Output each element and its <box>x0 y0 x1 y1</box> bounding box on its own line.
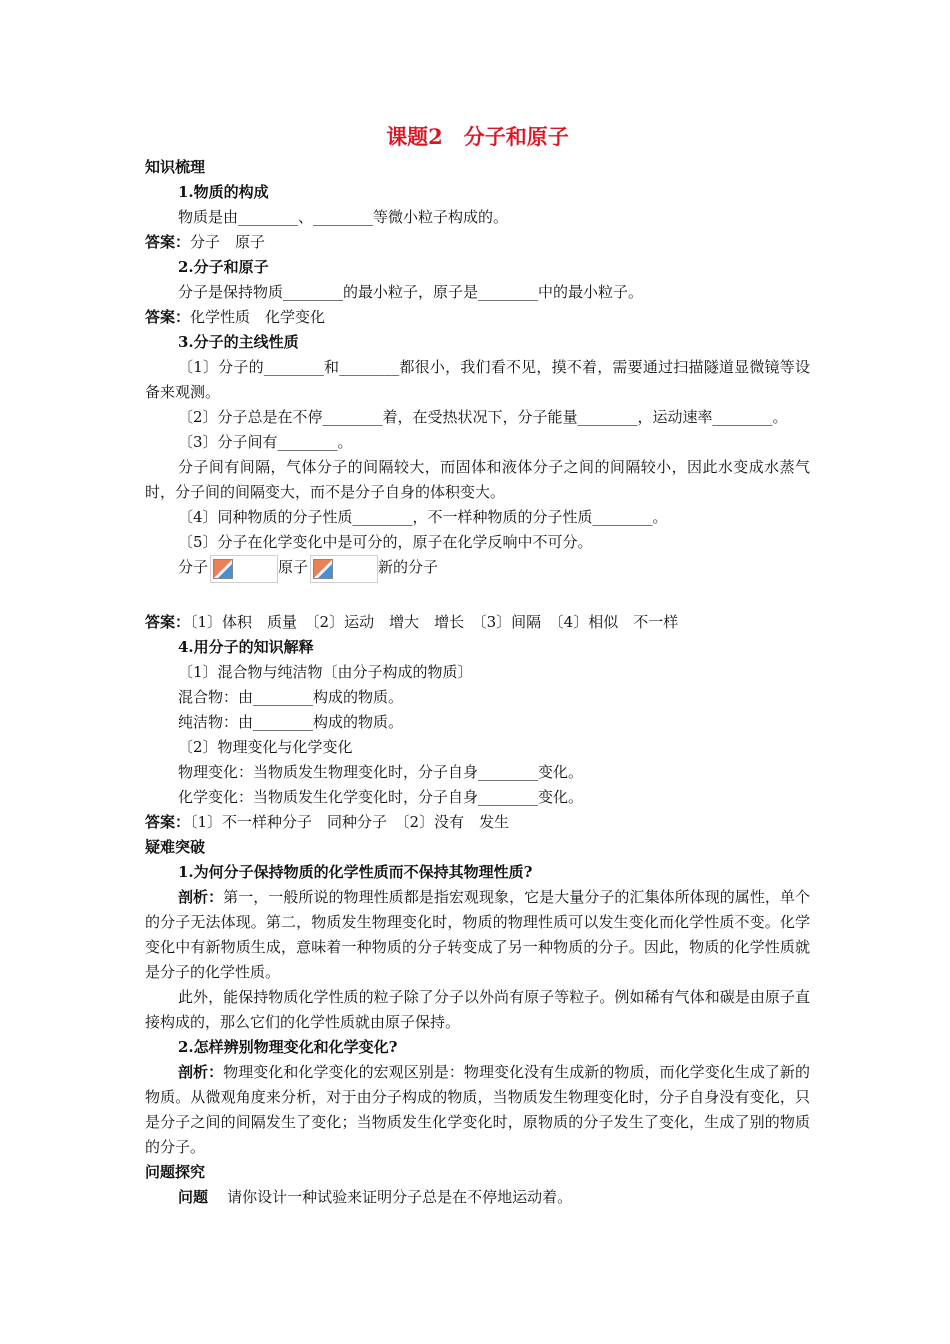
answer-text: 化学性质 化学变化 <box>190 308 326 326</box>
item-text-1: 物质是由________、________等微小粒子构成的。 <box>178 208 509 226</box>
flow-label-new-molecule: 新的分子 <box>378 558 439 576</box>
item-3-para-6: 〔5〕分子在化学变化中是可分的，原子在化学反响中不可分。 <box>178 533 593 551</box>
item-title-1: 1.物质的构成 <box>178 183 269 201</box>
answer-text: 分子 原子 <box>190 233 266 251</box>
page-title: 课题2 分子和原子 <box>386 124 569 149</box>
item-4-line-4: 〔2〕物理变化与化学变化 <box>178 738 353 756</box>
item-3-para-5: 〔4〕同种物质的分子性质________，不一样种物质的分子性质________。 <box>178 508 668 526</box>
difficulty-analysis-1-extra: 此外，能保持物质化学性质的粒子除了分子以外尚有原子等粒子。例如稀有气体和碳是由原子直接构成的，那么它们的化学性质就由原子保持。 <box>145 988 810 1031</box>
difficulty-analysis-1 <box>145 885 810 985</box>
answer-label: 答案： <box>145 813 191 831</box>
answer-1 <box>145 230 810 255</box>
answer-label: 答案： <box>145 233 191 251</box>
answer-3 <box>145 610 810 635</box>
difficulty-analysis-2 <box>145 1060 810 1160</box>
item-4-line-2: 混合物：由________构成的物质。 <box>178 688 404 706</box>
document-page <box>145 122 810 1210</box>
item-3-para-2: 〔2〕分子总是在不停________着，在受热状况下，分子能量________，运动速率________。 <box>178 408 788 426</box>
molecule-flow-diagram <box>145 555 810 610</box>
broken-image-icon <box>310 555 378 583</box>
difficulty-title-2: 2.怎样辨别物理变化和化学变化? <box>178 1038 398 1056</box>
item-3-para-1: 〔1〕分子的________和________都很小，我们看不见，摸不着，需要通过扫描隧道显微镜等设备来观测。 <box>145 358 810 401</box>
answer-label: 答案： <box>145 308 191 326</box>
analysis-text: 物理变化和化学变化的宏观区别是：物理变化没有生成新的物质，而化学变化生成了新的物质。从微观角度来分析，对于由分子构成的物质，当物质发生物理变化时，分子自身没有变化，只是分子之间的间隔发生了变化；当物质发生化学变化时，原物质的分子发生了变化，生成了别的物质的分子。 <box>145 1063 810 1156</box>
broken-image-icon <box>210 555 278 583</box>
flow-label-atom: 原子 <box>278 558 309 576</box>
problem-label: 问题 <box>178 1188 209 1206</box>
analysis-text: 第一，一般所说的物理性质都是指宏观现象，它是大量分子的汇集体所体现的属性，单个的分子无法体现。第二，物质发生物理变化时，物质的物理性质可以发生变化而化学性质不变。化学变化中有新物质生成，意味着一种物质的分子转变成了另一种物质的分子。因此，物质的化学性质就是分子的化学性质。 <box>145 888 810 981</box>
difficulty-title-1: 1.为何分子保持物质的化学性质而不保持其物理性质? <box>178 863 533 881</box>
item-title-2: 2.分子和原子 <box>178 258 269 276</box>
answer-4 <box>145 810 810 835</box>
item-3-para-4: 分子间有间隔，气体分子的间隔较大，而固体和液体分子之间的间隔较小，因此水变成水蒸气时，分子间的间隔变大，而不是分子自身的体积变大。 <box>145 458 810 501</box>
section-heading-knowledge: 知识梳理 <box>145 158 206 176</box>
answer-label: 答案： <box>145 613 191 631</box>
section-heading-difficulties: 疑难突破 <box>145 838 206 856</box>
item-4-line-1: 〔1〕混合物与纯洁物〔由分子构成的物质〕 <box>178 663 473 681</box>
section-heading-inquiry: 问题探究 <box>145 1163 206 1181</box>
answer-text: 〔1〕不一样种分子 同种分子 〔2〕没有 发生 <box>190 813 510 831</box>
item-4-line-6: 化学变化：当物质发生化学变化时，分子自身________变化。 <box>178 788 584 806</box>
item-4-line-5: 物理变化：当物质发生物理变化时，分子自身________变化。 <box>178 763 584 781</box>
problem-text: 请你设计一种试验来证明分子总是在不停地运动着。 <box>227 1188 573 1206</box>
item-3-para-3: 〔3〕分子间有________。 <box>178 433 353 451</box>
item-text-2: 分子是保持物质________的最小粒子，原子是________中的最小粒子。 <box>178 283 644 301</box>
answer-text: 〔1〕体积 质量 〔2〕运动 增大 增长 〔3〕间隔 〔4〕相似 不一样 <box>190 613 679 631</box>
analysis-label: 剖析： <box>178 1063 224 1081</box>
flow-label-molecule: 分子 <box>178 558 209 576</box>
item-title-4: 4.用分子的知识解释 <box>178 638 314 656</box>
answer-2 <box>145 305 810 330</box>
analysis-label: 剖析： <box>178 888 224 906</box>
inquiry-problem <box>145 1185 810 1210</box>
item-title-3: 3.分子的主线性质 <box>178 333 299 351</box>
item-4-line-3: 纯洁物：由________构成的物质。 <box>178 713 404 731</box>
